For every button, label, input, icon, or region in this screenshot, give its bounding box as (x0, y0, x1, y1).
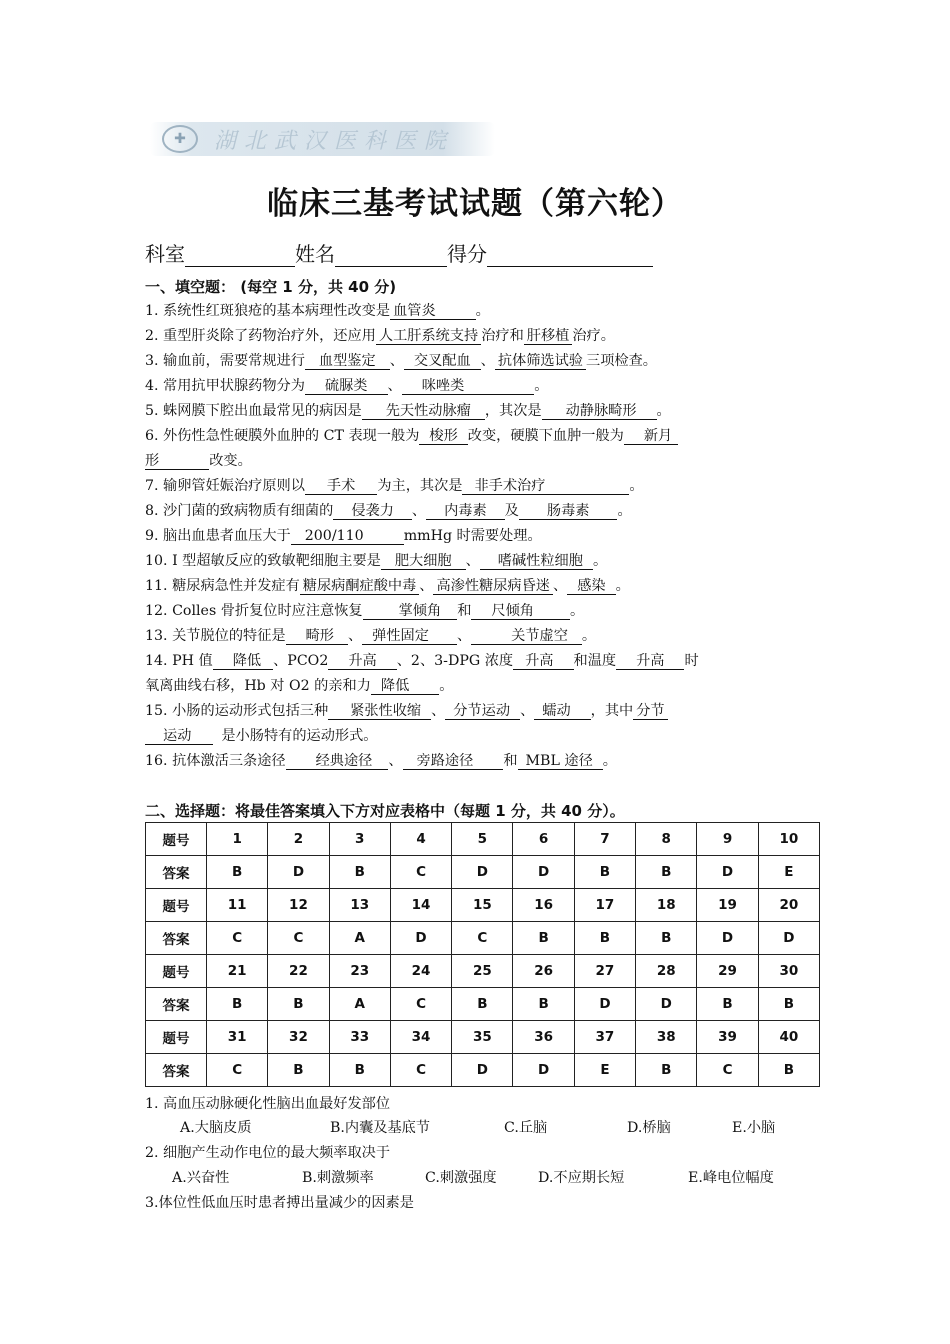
fill-question-12: 12. Colles 骨折复位时应注意恢复 掌倾角 和 尺倾角 。 (145, 603, 585, 619)
question-number-row (146, 889, 820, 922)
answer-blank: 动静脉畸形 (542, 403, 657, 420)
mc-question-2-option-a: A.兴奋性 (172, 1170, 230, 1186)
exam-title: 临床三基考试试题（第六轮） (267, 186, 683, 222)
exam-info-line (145, 238, 653, 267)
answer-cell: C (207, 922, 268, 955)
question-number-header: 题号 (146, 1021, 207, 1054)
answer-blank: 手术 (305, 478, 377, 495)
question-number-cell: 33 (329, 1021, 390, 1054)
answer-cell: C (390, 856, 451, 889)
fill-question-6-cont: 形 改变。 (145, 453, 252, 469)
answer-cell: B (207, 856, 268, 889)
answer-blank: 降低 (213, 653, 273, 670)
answer-blank: 人工肝系统支持 (376, 328, 481, 345)
answer-blank: 畸形 (286, 628, 348, 645)
question-number-cell: 23 (329, 955, 390, 988)
answer-blank: 感染 (567, 578, 615, 595)
question-number-cell: 40 (758, 1021, 819, 1054)
question-number-row (146, 823, 820, 856)
fill-question-14-cont: 氧离曲线右移，Hb 对 O2 的亲和力 降低 。 (145, 678, 454, 694)
answer-blank: 升高 (513, 653, 573, 670)
answer-cell: D (513, 1054, 574, 1087)
answer-header: 答案 (146, 856, 207, 889)
question-number-cell: 5 (452, 823, 513, 856)
question-number-cell: 15 (452, 889, 513, 922)
answer-table (145, 822, 820, 1087)
mc-question-1-option-e: E.小脑 (732, 1120, 776, 1136)
answer-blank: 抗体筛选试验 (495, 353, 586, 370)
question-number-cell: 2 (268, 823, 329, 856)
fill-question-11: 11. 糖尿病急性并发症有 糖尿病酮症酸中毒 、 高渗性糖尿病昏迷 、 感染 。 (145, 578, 630, 594)
question-number-cell: 3 (329, 823, 390, 856)
question-number-cell: 38 (636, 1021, 697, 1054)
question-number-header: 题号 (146, 823, 207, 856)
fill-question-15-cont: 运动 是小肠特有的运动形式。 (145, 724, 377, 749)
answer-cell: D (636, 988, 697, 1021)
section1-heading: 一、填空题： (每空 1 分，共 40 分) (145, 278, 397, 296)
mc-question-1-option-c: C.丘脑 (504, 1120, 548, 1136)
answer-cell: B (329, 1054, 390, 1087)
answer-cell: C (207, 1054, 268, 1087)
question-number-cell: 35 (452, 1021, 513, 1054)
answer-blank: 交叉配血 (404, 353, 481, 370)
question-number-cell: 31 (207, 1021, 268, 1054)
fill-question-15: 15. 小肠的运动形式包括三种 紧张性收缩 、 分节运动 、 蠕动 ，其中 分节 (145, 699, 668, 724)
answer-blank: 侵袭力 (333, 503, 412, 520)
answer-blank: 肝移植 (524, 328, 573, 345)
answer-blank: 关节虚空 (471, 628, 582, 645)
question-number-header: 题号 (146, 955, 207, 988)
answer-cell: D (697, 922, 758, 955)
fill-question-16: 16. 抗体激活三条途径 经典途径 、 旁路途径 和 MBL 途径 。 (145, 753, 617, 769)
answer-cell: B (207, 988, 268, 1021)
answer-blank: 形 (145, 453, 209, 470)
answer-blank: 嗜碱性粒细胞 (480, 553, 593, 570)
answer-blank: 掌倾角 (363, 603, 458, 620)
question-number-cell: 22 (268, 955, 329, 988)
answer-cell: D (697, 856, 758, 889)
mc-question-2-option-b: B.刺激频率 (302, 1170, 374, 1186)
answer-cell: B (574, 922, 635, 955)
question-number-cell: 27 (574, 955, 635, 988)
mc-question-2-stem: 2. 细胞产生动作电位的最大频率取决于 (145, 1145, 391, 1161)
question-number-cell: 16 (513, 889, 574, 922)
answer-blank: 运动 (145, 728, 213, 745)
question-number-cell: 7 (574, 823, 635, 856)
answer-blank: 弹性固定 (362, 628, 457, 645)
answer-blank: 血型鉴定 (305, 353, 390, 370)
question-number-cell: 6 (513, 823, 574, 856)
answer-blank: 尺倾角 (471, 603, 570, 620)
answer-blank: 先天性动脉瘤 (362, 403, 485, 420)
name-blank[interactable] (335, 244, 447, 267)
answer-row (146, 988, 820, 1021)
answer-cell: B (513, 922, 574, 955)
answer-blank: 紧张性收缩 (328, 703, 431, 720)
question-number-cell: 11 (207, 889, 268, 922)
mc-question-1-option-d: D.桥脑 (627, 1120, 671, 1136)
question-number-cell: 25 (452, 955, 513, 988)
answer-cell: D (452, 856, 513, 889)
score-label: 得分 (447, 242, 487, 266)
mc-question-3-stem: 3.体位性低血压时患者搏出量减少的因素是 (145, 1195, 414, 1211)
question-number-cell: 26 (513, 955, 574, 988)
answer-blank: 梭形 (419, 428, 467, 445)
answer-cell: C (268, 922, 329, 955)
answer-cell: B (636, 1054, 697, 1087)
fill-question-8: 8. 沙门菌的致病物质有细菌的 侵袭力 、 内毒素 及 肠毒素 。 (145, 503, 632, 519)
answer-blank: 升高 (616, 653, 684, 670)
answer-blank: 200/110 (291, 528, 404, 545)
answer-blank: 内毒素 (426, 503, 505, 520)
answer-header: 答案 (146, 988, 207, 1021)
question-number-cell: 29 (697, 955, 758, 988)
mc-question-2-option-e: E.峰电位幅度 (688, 1170, 774, 1186)
answer-blank: 肥大细胞 (381, 553, 466, 570)
answer-cell: C (697, 1054, 758, 1087)
answer-cell: B (758, 1054, 819, 1087)
mc-question-1-option-a: A.大脑皮质 (180, 1120, 252, 1136)
answer-blank: 旁路途径 (403, 753, 504, 770)
answer-cell: A (329, 988, 390, 1021)
answer-cell: D (574, 988, 635, 1021)
question-number-cell: 21 (207, 955, 268, 988)
logo-text: 湖北武汉医科医院 (214, 128, 455, 154)
dept-blank[interactable] (185, 244, 295, 267)
answer-blank: 肠毒素 (519, 503, 618, 520)
mc-question-1-stem: 1. 高血压动脉硬化性脑出血最好发部位 (145, 1096, 391, 1112)
question-number-cell: 24 (390, 955, 451, 988)
question-number-cell: 4 (390, 823, 451, 856)
question-number-cell: 1 (207, 823, 268, 856)
answer-blank: 分节 (633, 703, 667, 720)
section2-heading: 二、选择题：将最佳答案填入下方对应表格中（每题 1 分，共 40 分）。 (145, 802, 625, 820)
answer-header: 答案 (146, 922, 207, 955)
answer-cell: B (329, 856, 390, 889)
fill-question-2: 2. 重型肝炎除了药物治疗外，还应用 人工肝系统支持 治疗和 肝移植 治疗。 (145, 328, 615, 344)
answer-cell: E (574, 1054, 635, 1087)
answer-cell: B (636, 856, 697, 889)
answer-cell: A (329, 922, 390, 955)
question-number-cell: 19 (697, 889, 758, 922)
question-number-cell: 17 (574, 889, 635, 922)
answer-blank: 糖尿病酮症酸中毒 (300, 578, 420, 595)
fill-question-9: 9. 脑出血患者血压大于 200/110 mmHg 时需要处理。 (145, 528, 542, 544)
answer-blank: 新月 (624, 428, 678, 445)
answer-row (146, 922, 820, 955)
fill-question-3: 3. 输血前，需要常规进行 血型鉴定 、 交叉配血 、 抗体筛选试验 三项检查。 (145, 353, 657, 369)
answer-blank: 咪唑类 (402, 378, 535, 395)
answer-cell: B (452, 988, 513, 1021)
question-number-row (146, 955, 820, 988)
answer-header: 答案 (146, 1054, 207, 1087)
answer-cell: C (390, 988, 451, 1021)
fill-question-6: 6. 外伤性急性硬膜外血肿的 CT 表现一般为 梭形 改变，硬膜下血肿一般为 新月 (145, 424, 678, 449)
answer-cell: E (758, 856, 819, 889)
fill-question-5: 5. 蛛网膜下腔出血最常见的病因是 先天性动脉瘤 ，其次是 动静脉畸形 。 (145, 403, 671, 419)
fill-question-13: 13. 关节脱位的特征是 畸形 、 弹性固定 、 关节虚空 。 (145, 628, 597, 644)
fill-question-4: 4. 常用抗甲状腺药物分为 硫脲类 、 咪唑类 。 (145, 378, 549, 394)
question-number-cell: 30 (758, 955, 819, 988)
answer-cell: B (268, 988, 329, 1021)
answer-cell: B (513, 988, 574, 1021)
answer-blank: 血管炎 (390, 303, 476, 320)
question-number-cell: 28 (636, 955, 697, 988)
question-number-cell: 20 (758, 889, 819, 922)
answer-blank: 经典途径 (286, 753, 389, 770)
answer-blank: 高渗性糖尿病昏迷 (433, 578, 553, 595)
answer-blank: 蠕动 (534, 703, 590, 720)
question-number-cell: 12 (268, 889, 329, 922)
answer-blank: 降低 (371, 678, 439, 695)
answer-cell: D (758, 922, 819, 955)
question-number-cell: 8 (636, 823, 697, 856)
mc-question-2-option-d: D.不应期长短 (538, 1170, 625, 1186)
answer-cell: B (574, 856, 635, 889)
answer-cell: B (636, 922, 697, 955)
mc-question-2-option-c: C.刺激强度 (425, 1170, 497, 1186)
question-number-cell: 13 (329, 889, 390, 922)
name-label: 姓名 (295, 242, 335, 266)
answer-blank: 非手术治疗 (462, 478, 629, 495)
hospital-emblem-icon: ✚ (162, 125, 198, 153)
answer-blank: 硫脲类 (305, 378, 388, 395)
question-number-cell: 14 (390, 889, 451, 922)
answer-cell: D (513, 856, 574, 889)
question-number-header: 题号 (146, 889, 207, 922)
dept-label: 科室 (145, 242, 185, 266)
question-number-row (146, 1021, 820, 1054)
question-number-cell: 37 (574, 1021, 635, 1054)
mc-question-1-option-b: B.内囊及基底节 (330, 1120, 431, 1136)
hospital-logo-banner (150, 122, 495, 156)
score-blank[interactable] (487, 244, 653, 267)
answer-cell: C (390, 1054, 451, 1087)
answer-cell: B (697, 988, 758, 1021)
answer-blank: MBL 途径 (518, 753, 603, 770)
fill-question-1: 1. 系统性红斑狼疮的基本病理性改变是 血管炎 。 (145, 303, 490, 319)
answer-blank: 升高 (328, 653, 396, 670)
answer-cell: D (452, 1054, 513, 1087)
answer-cell: D (268, 856, 329, 889)
question-number-cell: 18 (636, 889, 697, 922)
question-number-cell: 9 (697, 823, 758, 856)
answer-cell: B (758, 988, 819, 1021)
question-number-cell: 32 (268, 1021, 329, 1054)
question-number-cell: 10 (758, 823, 819, 856)
fill-question-14: 14. PH 值 降低 、PCO2 升高 、2、3-DPG 浓度 升高 和温度 升高 时 (145, 653, 699, 669)
question-number-cell: 36 (513, 1021, 574, 1054)
answer-cell: C (452, 922, 513, 955)
fill-question-10: 10. Ⅰ 型超敏反应的致敏靶细胞主要是 肥大细胞 、 嗜碱性粒细胞 。 (145, 553, 608, 569)
fill-question-7: 7. 输卵管妊娠治疗原则以 手术 为主，其次是 非手术治疗 。 (145, 478, 644, 494)
answer-cell: D (390, 922, 451, 955)
answer-row (146, 1054, 820, 1087)
answer-blank: 分节运动 (445, 703, 520, 720)
question-number-cell: 39 (697, 1021, 758, 1054)
answer-cell: B (268, 1054, 329, 1087)
question-number-cell: 34 (390, 1021, 451, 1054)
answer-row (146, 856, 820, 889)
